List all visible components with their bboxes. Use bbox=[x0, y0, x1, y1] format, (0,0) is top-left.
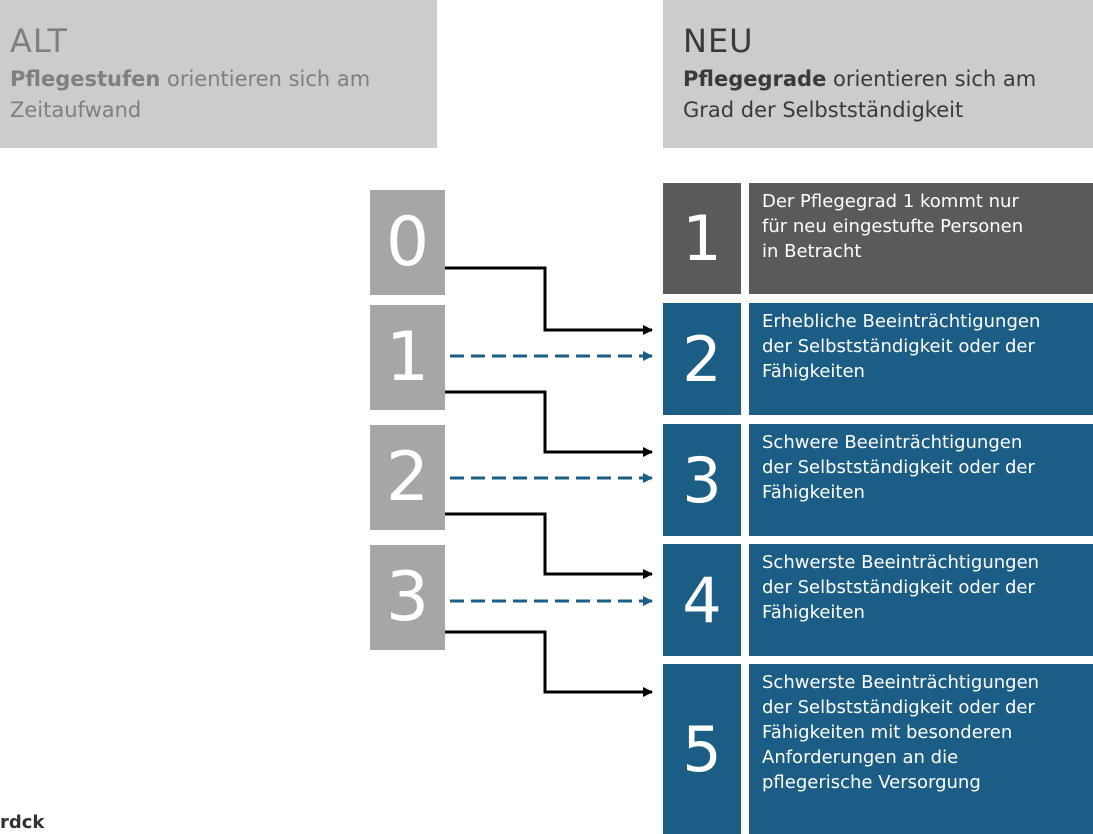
new-level-1-number: 1 bbox=[663, 183, 741, 294]
new-level-3-number: 3 bbox=[663, 424, 741, 536]
new-level-3-line-3: Fähigkeiten bbox=[762, 482, 865, 503]
alt-bold-term: Pflegestufen bbox=[10, 67, 161, 91]
neu-desc-line2: Grad der Selbstständigkeit bbox=[683, 98, 964, 122]
solid-arrow-0-to-2 bbox=[445, 268, 652, 330]
new-level-3-line-2: der Selbstständigkeit oder der bbox=[762, 457, 1035, 478]
alt-desc-line1: orientieren sich am bbox=[160, 67, 371, 91]
new-level-5-line-3: Fähigkeiten mit besonderen bbox=[762, 722, 1013, 743]
alt-title: ALT bbox=[10, 22, 68, 60]
new-level-2-number: 2 bbox=[663, 303, 741, 415]
solid-arrow-1-to-3 bbox=[445, 392, 652, 452]
old-level-3: 3 bbox=[370, 545, 445, 650]
new-level-2-line-2: der Selbstständigkeit oder der bbox=[762, 336, 1035, 357]
new-level-5-line-5: pflegerische Versorgung bbox=[762, 772, 981, 793]
new-level-4-line-1: Schwerste Beeinträchtigungen bbox=[762, 552, 1040, 573]
old-level-0: 0 bbox=[370, 190, 445, 295]
old-level-1: 1 bbox=[370, 305, 445, 410]
old-level-2: 2 bbox=[370, 425, 445, 530]
alt-desc-line2: Zeitaufwand bbox=[10, 98, 142, 122]
new-level-4-line-2: der Selbstständigkeit oder der bbox=[762, 577, 1035, 598]
new-level-4-line-3: Fähigkeiten bbox=[762, 602, 865, 623]
neu-desc-line1: orientieren sich am bbox=[826, 67, 1037, 91]
new-level-1-line-2: für neu eingestufte Personen bbox=[762, 216, 1024, 237]
solid-arrow-3-to-5 bbox=[445, 632, 652, 692]
new-level-3-line-1: Schwere Beeinträchtigungen bbox=[762, 432, 1023, 453]
solid-arrow-2-to-4 bbox=[445, 514, 652, 574]
new-level-2-line-1: Erhebliche Beeinträchtigungen bbox=[762, 311, 1041, 332]
new-level-2-line-3: Fähigkeiten bbox=[762, 361, 865, 382]
new-level-5-number: 5 bbox=[663, 664, 741, 834]
footer-fragment: rdck bbox=[0, 812, 45, 833]
new-level-5-line-2: der Selbstständigkeit oder der bbox=[762, 697, 1035, 718]
new-level-1-line-3: in Betracht bbox=[762, 241, 862, 262]
neu-bold-term: Pflegegrade bbox=[683, 67, 827, 91]
new-level-5-line-4: Anforderungen an die bbox=[762, 747, 959, 768]
new-level-1-line-1: Der Pflegegrad 1 kommt nur bbox=[762, 191, 1019, 212]
new-level-4-number: 4 bbox=[663, 544, 741, 656]
new-level-5-line-1: Schwerste Beeinträchtigungen bbox=[762, 672, 1040, 693]
neu-title: NEU bbox=[683, 22, 754, 60]
